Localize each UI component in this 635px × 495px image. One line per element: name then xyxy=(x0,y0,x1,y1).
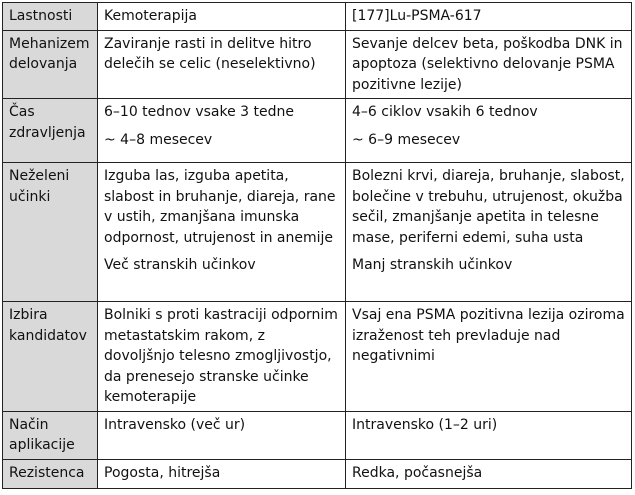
row-label: Neželeni učinki xyxy=(3,163,98,302)
row-candidates xyxy=(3,302,632,412)
cell-text: Manj stranskih učinkov xyxy=(352,257,513,273)
row-label: Mehanizem delovanja xyxy=(3,30,98,99)
chemo-cell xyxy=(98,302,346,412)
cell-text: Intravensko (več ur) xyxy=(104,416,246,433)
lu-cell xyxy=(346,459,632,488)
lu-cell xyxy=(346,411,632,459)
chemo-cell xyxy=(98,99,346,163)
row-administration xyxy=(3,411,632,459)
row-label: Rezistenca xyxy=(3,459,98,488)
row-side-effects xyxy=(3,163,632,302)
row-resistance xyxy=(3,459,632,488)
lu-cell xyxy=(346,302,632,412)
comparison-table xyxy=(2,2,632,489)
lu-cell xyxy=(346,163,632,302)
cell-text: Bolniki s proti kastraciji odpornim metastatskim rakom, z dovoljšnjo telesno zmogljivostjo, da prenesejo stranske učinke kemoterapije xyxy=(104,307,338,405)
header-properties: Lastnosti xyxy=(3,3,98,31)
cell-text: Redka, počasnejša xyxy=(352,464,483,481)
lu-cell xyxy=(346,30,632,99)
lu-cell xyxy=(346,99,632,163)
cell-text: Intravensko (1–2 uri) xyxy=(352,416,498,433)
chemo-cell xyxy=(98,30,346,99)
cell-text: Izguba las, izguba apetita, slabost in bruhanje, diareja, rane v ustih, zmanjšana imunska odpornost, utrujenost in anemije xyxy=(104,168,336,246)
cell-text: ~ 6–9 mesecev xyxy=(352,131,461,148)
row-label: Čas zdravljenja xyxy=(3,99,98,163)
chemo-cell xyxy=(98,411,346,459)
header-chemotherapy: Kemoterapija xyxy=(98,3,346,31)
cell-text: Vsaj ena PSMA pozitivna lezija oziroma izraženost teh prevladuje nad negativnimi xyxy=(352,307,625,364)
row-duration xyxy=(3,99,632,163)
row-mechanism xyxy=(3,30,632,99)
header-lu-psma: [177]Lu-PSMA-617 xyxy=(346,3,632,31)
cell-text: 4–6 ciklov vsakih 6 tednov xyxy=(352,104,538,120)
header-row xyxy=(3,3,632,31)
cell-text: ~ 4–8 mesecev xyxy=(104,131,213,148)
cell-text: Več stranskih učinkov xyxy=(104,257,256,273)
chemo-cell xyxy=(98,459,346,488)
cell-text: Sevanje delcev beta, poškodba DNK in apoptoza (selektivno delovanje PSMA pozitivne lezije) xyxy=(352,35,623,93)
cell-text: Zaviranje rasti in delitve hitro delečih se celic (neselektivno) xyxy=(104,35,316,72)
cell-text: 6–10 tednov vsake 3 tedne xyxy=(104,104,294,120)
row-label: Izbira kandidatov xyxy=(3,302,98,412)
chemo-cell xyxy=(98,163,346,302)
row-label: Način aplikacije xyxy=(3,411,98,459)
cell-text: Pogosta, hitrejša xyxy=(104,464,221,481)
cell-text: Bolezni krvi, diareja, bruhanje, slabost, bolečine v trebuhu, utrujenost, okužba sečil, zmanjšanje apetita in telesne mase, periferni edemi, suha usta xyxy=(352,168,625,246)
